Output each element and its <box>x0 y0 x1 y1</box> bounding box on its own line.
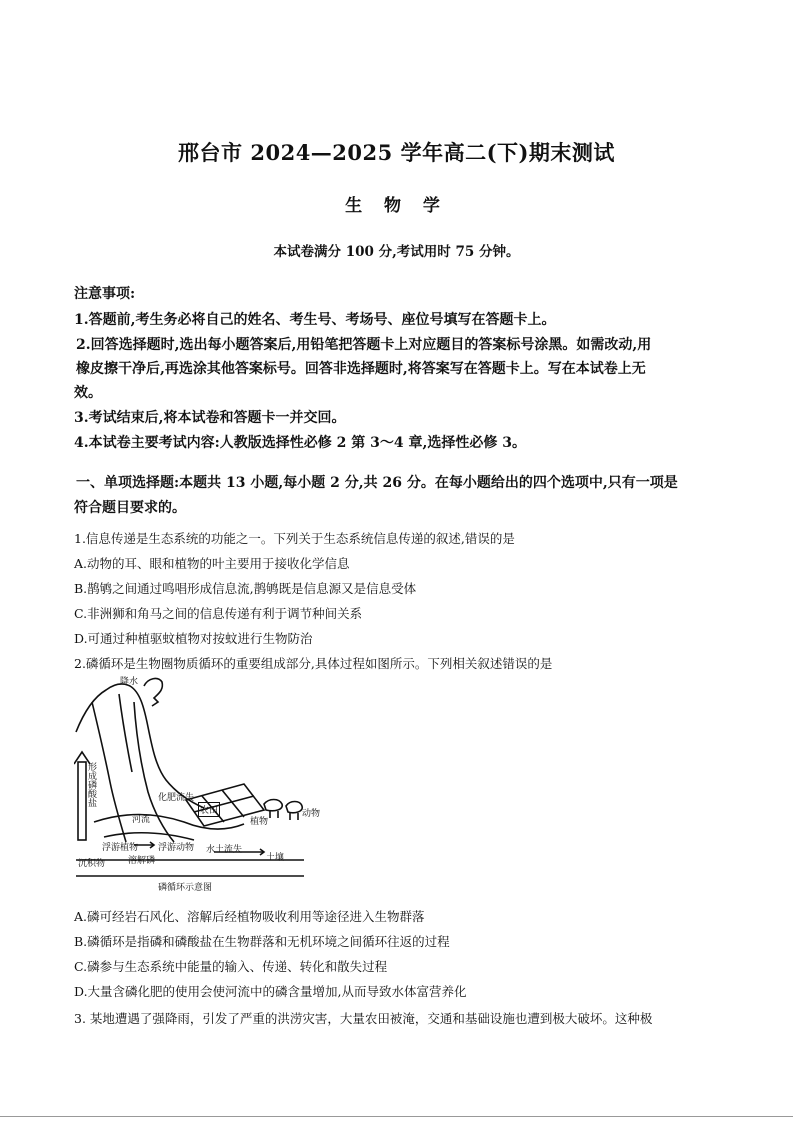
label-rock: 形成磷酸盐 <box>88 763 98 809</box>
notice-heading: 注意事项: <box>74 286 136 302</box>
notice-item: 3.考试结束后,将本试卷和答题卡一并交回。 <box>74 410 346 426</box>
section-heading: 一、单项选择题:本题共 13 小题,每小题 2 分,共 26 分。在每小题给出的四个选项中,只有一项是 <box>76 475 678 491</box>
notice-item: 1.答题前,考生务必将自己的姓名、考生号、考场号、座位号填写在答题卡上。 <box>74 312 556 328</box>
question-stem: 2.磷循环是生物圈物质循环的重要组成部分,具体过程如图所示。下列相关叙述错误的是 <box>74 656 553 671</box>
figure-drawing <box>74 672 324 894</box>
label-sediment: 沉积物 <box>78 859 106 869</box>
notice-item: 橡皮擦干净后,再选涂其他答案标号。回答非选择题时,将答案写在答题卡上。写在本试卷上无 <box>76 361 646 377</box>
label-soil: 土壤 <box>266 853 285 863</box>
label-rain: 降水 <box>120 677 139 687</box>
label-plankton-plant: 浮游植物 <box>102 843 139 853</box>
question-option: A.动物的耳、眼和植物的叶主要用于接收化学信息 <box>74 556 350 571</box>
label-plant: 植物 <box>250 817 269 827</box>
section-heading: 符合题目要求的。 <box>74 500 186 516</box>
question-option: D.大量含磷化肥的使用会使河流中的磷含量增加,从而导致水体富营养化 <box>74 984 467 999</box>
label-plankton-animal: 浮游动物 <box>158 843 195 853</box>
exam-meta: 本试卷满分 100 分,考试用时 75 分钟。 <box>273 244 520 260</box>
question-stem: 3. 某地遭遇了强降雨，引发了严重的洪涝灾害，大量农田被淹，交通和基础设施也遭到极大破坏。这种极 <box>74 1011 653 1026</box>
page-title: 邢台市 2024—2025 学年高二(下)期末测试 <box>178 140 615 165</box>
label-erosion: 水土流失 <box>206 845 243 855</box>
question-stem: 1.信息传递是生态系统的功能之一。下列关于生态系统信息传递的叙述,错误的是 <box>74 531 515 546</box>
question-option: A.磷可经岩石风化、溶解后经植物吸收利用等途径进入生物群落 <box>74 909 425 924</box>
question-option: B.磷循环是指磷和磷酸盐在生物群落和无机环境之间循环往返的过程 <box>74 934 450 949</box>
label-fertilizer: 化肥流失 <box>158 793 195 803</box>
question-option: D.可通过种植驱蚊植物对按蚊进行生物防治 <box>74 631 313 646</box>
question-option: C.非洲狮和角马之间的信息传递有利于调节种间关系 <box>74 606 363 621</box>
notice-item: 2.回答选择题时,选出每小题答案后,用铅笔把答题卡上对应题目的答案标号涂黑。如需改动,用 <box>76 337 652 353</box>
figure-caption: 磷循环示意图 <box>158 883 213 893</box>
question-option: C.磷参与生态系统中能量的输入、传递、转化和散失过程 <box>74 959 388 974</box>
subject-title: 生 物 学 <box>345 196 448 216</box>
label-dissolved: 溶解磷 <box>128 856 156 866</box>
label-farm: 农田 <box>198 802 220 817</box>
page-bottom-divider <box>0 1116 793 1117</box>
label-river: 河流 <box>132 815 151 825</box>
label-animal: 动物 <box>302 809 321 819</box>
notice-item: 效。 <box>74 385 102 401</box>
phosphorus-cycle-figure <box>74 672 324 894</box>
question-option: B.鹊鸲之间通过鸣唱形成信息流,鹊鸲既是信息源又是信息受体 <box>74 581 417 596</box>
notice-item: 4.本试卷主要考试内容:人教版选择性必修 2 第 3～4 章,选择性必修 3。 <box>74 435 526 451</box>
